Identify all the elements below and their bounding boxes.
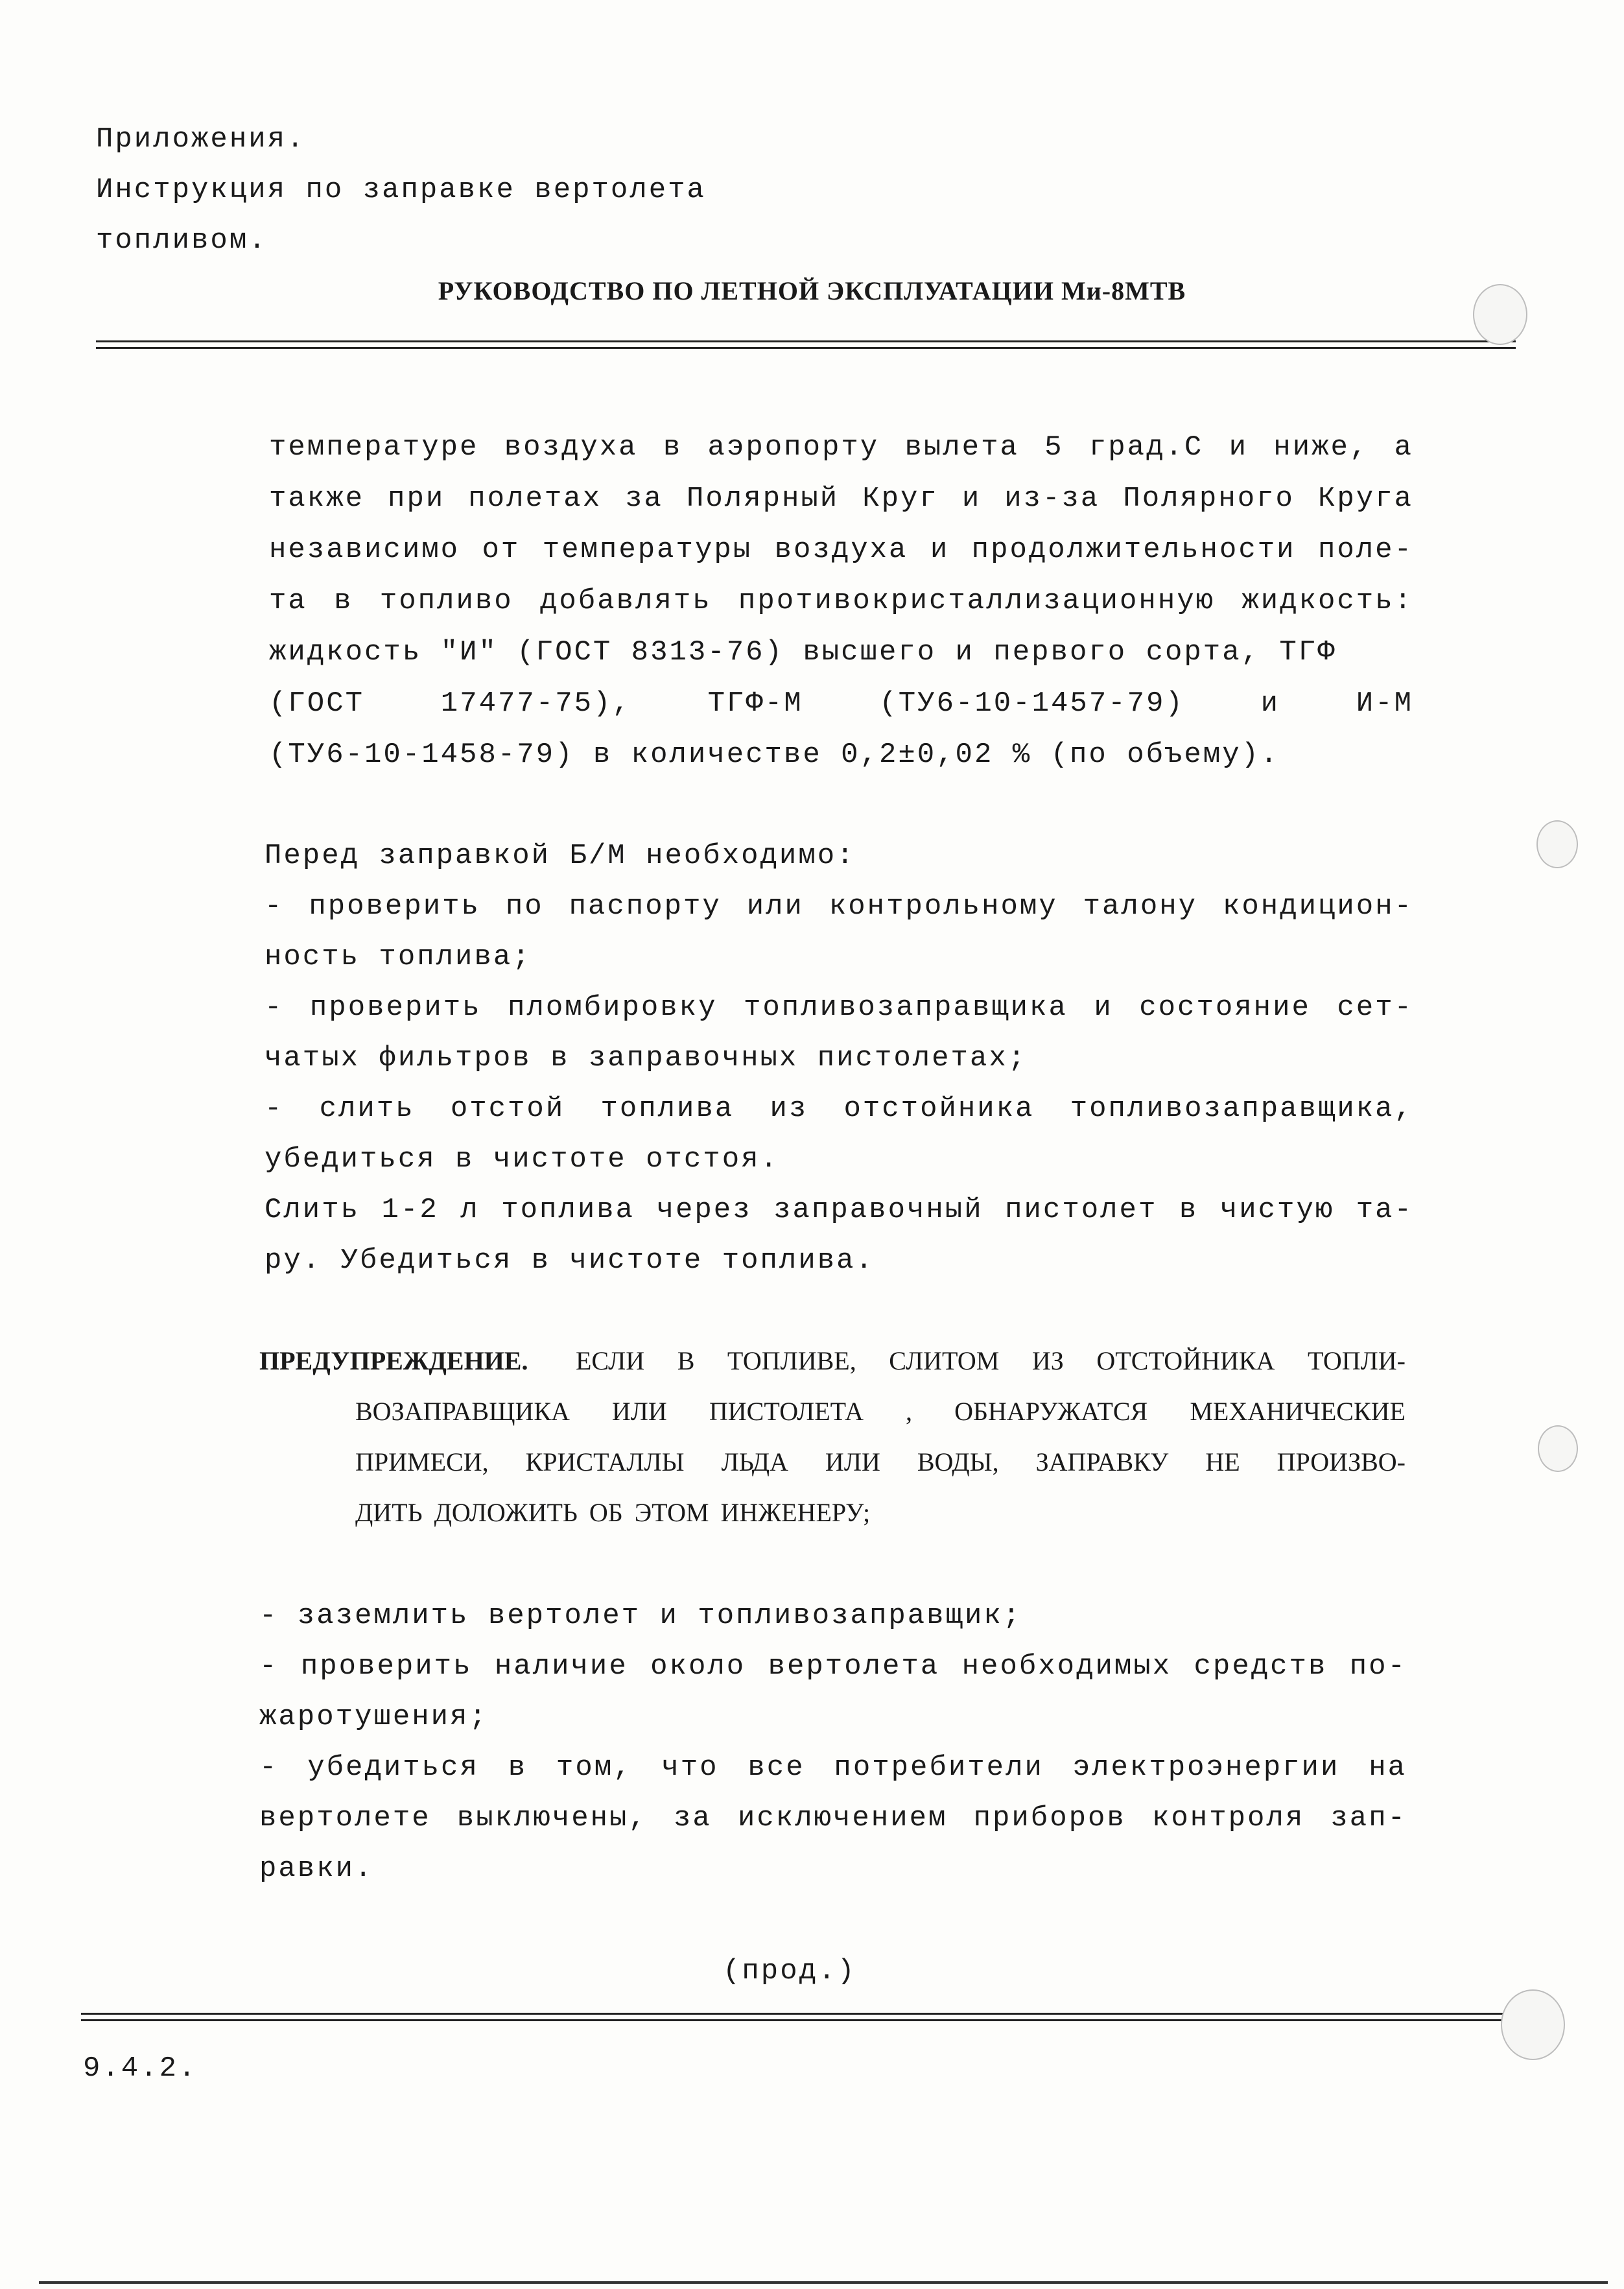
header-line-3: топливом. [96,224,268,257]
p3-line: вертолете выключены, за исключением приборов контроля зап- [259,1802,1407,1834]
p2-line: ру. Убедиться в чистоте топлива. [265,1244,875,1277]
p2-line: ность топлива; [265,941,532,973]
p2-line: Перед заправкой Б/М необходимо: [265,840,856,872]
p1-line: также при полетах за Полярный Круг и из-за Полярного Круга [269,482,1413,515]
binder-hole [1473,284,1527,345]
footer-rule-top [81,2013,1507,2015]
p3-line: равки. [259,1853,374,1885]
header-rule-bottom [96,347,1516,349]
p3-line: - убедиться в том, что все потребители электроэнергии на [259,1751,1407,1784]
p1-line: та в топливо добавлять противокристаллизационную жидкость: [269,585,1413,617]
p2-line: - проверить пломбировку топливозаправщика и состояние сет- [265,991,1413,1024]
page-number: 9.4.2. [83,2052,198,2085]
p2-line: чатых фильтров в заправочных пистолетах; [265,1042,1028,1074]
page-bottom-edge [39,2281,1608,2284]
binder-hole [1538,1425,1578,1472]
continued-label: (прод.) [723,1955,856,1987]
binder-hole [1501,1989,1565,2060]
p3-line: - проверить наличие около вертолета необходимых средств по- [259,1650,1407,1683]
p2-line: - слить отстой топлива из отстойника топливозаправщика, [265,1093,1413,1125]
p2-line: Слить 1-2 л топлива через заправочный пистолет в чистую та- [265,1194,1413,1226]
warning-label: ПРЕДУПРЕЖДЕНИЕ. [259,1346,528,1375]
p1-line: (ГОСТ 17477-75), ТГФ-М (ТУ6-10-1457-79) и И-М [269,687,1413,720]
warning-line: ПРИМЕСИ, КРИСТАЛЛЫ ЛЬДА ИЛИ ВОДЫ, ЗАПРАВКУ НЕ ПРОИЗВО- [355,1447,1406,1477]
p2-line: - проверить по паспорту или контрольному талону кондицион- [265,890,1413,923]
footer-rule-bottom [81,2019,1507,2021]
p1-line: температуре воздуха в аэропорту вылета 5 град.С и ниже, а [269,431,1413,464]
p2-line: убедиться в чистоте отстоя. [265,1143,779,1176]
p3-line: жаротушения; [259,1701,488,1733]
p1-line: независимо от температуры воздуха и продолжительности поле- [269,534,1413,566]
header-rule-top [96,340,1516,342]
header-line-1: Приложения. [96,123,306,156]
header-line-2: Инструкция по заправке вертолета [96,174,706,206]
p1-line: жидкость "И" (ГОСТ 8313-76) высшего и первого сорта, ТГФ [269,636,1337,669]
warning-line: ЕСЛИ В ТОПЛИВЕ, СЛИТОМ ИЗ ОТСТОЙНИКА ТОПЛИ- [576,1346,1406,1375]
p1-line: (ТУ6-10-1458-79) в количестве 0,2±0,02 % (по объему). [269,739,1280,771]
warning-line: ВОЗАПРАВЩИКА ИЛИ ПИСТОЛЕТА , ОБНАРУЖАТСЯ МЕХАНИЧЕСКИЕ [355,1397,1406,1426]
warning-line: ДИТЬ ДОЛОЖИТЬ ОБ ЭТОМ ИНЖЕНЕРУ; [355,1498,871,1527]
p3-line: - заземлить вертолет и топливозаправщик; [259,1600,1022,1632]
document-title: РУКОВОДСТВО ПО ЛЕТНОЙ ЭКСПЛУАТАЦИИ Ми-8МТВ [438,276,1186,305]
binder-hole [1536,820,1578,868]
